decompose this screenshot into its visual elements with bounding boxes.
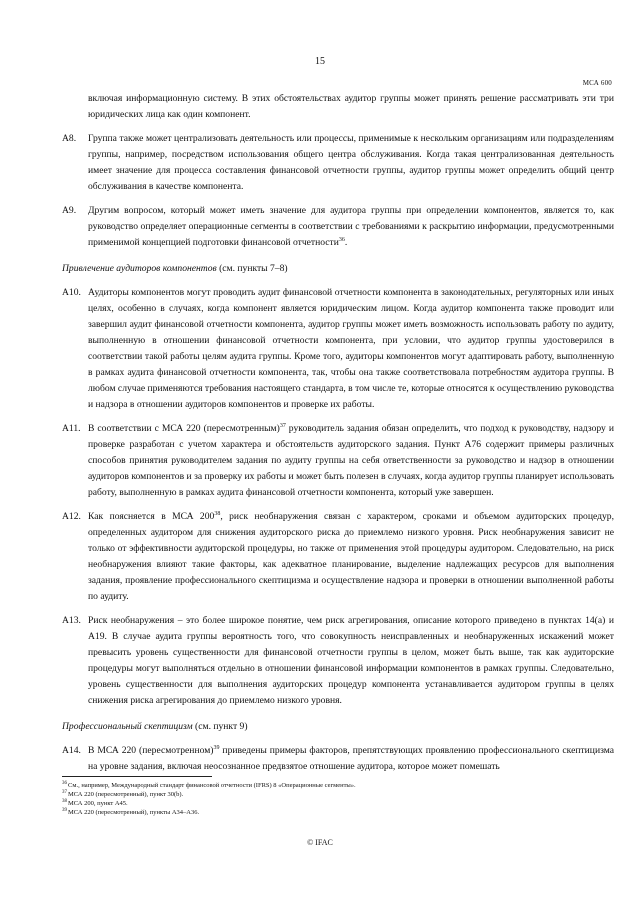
document-body — [62, 91, 614, 783]
footnote-divider — [62, 776, 212, 777]
standard-label: МСА 600 — [582, 79, 612, 87]
paragraph-label: A10. — [62, 287, 81, 298]
paragraph-label: A14. — [62, 745, 81, 756]
footnote: $^{37}$МСА 220 (пересмотренный), пункт 30(b). — [62, 789, 184, 798]
paragraph-text: приведены примеры факторов, препятствующих проявлению профессионального скептицизма на уровне задания, включая неосознанное предвзятое отношение аудитора, которое может помешать — [88, 745, 614, 772]
paragraph-label: A9. — [62, 205, 77, 216]
paragraph-a13 — [62, 613, 614, 709]
paragraph-tail: . — [344, 237, 348, 248]
paragraph-label: A11. — [62, 423, 81, 434]
section-heading-component-auditors — [62, 261, 614, 277]
paragraph-a8 — [62, 131, 614, 195]
paragraph-text: Аудиторы компонентов могут проводить аудит финансовой отчетности компонента в законодательных, регуляторных или иных целях, особенно в случаях, когда компонент является юридическим лицом. Когда аудитор компонента также проводит или завершил аудит финансовой отчетности компонента, аудитор группы может иметь возможность использовать работу по аудиту, выполненную в отношении финансовой отчетности компонента, при условии, что аудитор группы удостоверился в соответствии такой работы целям аудита группы. Кроме того, аудиторы компонентов могут адаптировать работу, выполненную в рамках аудита финансовой отчетности компонента, так, чтобы она также соответствовала потребностям аудитора группы. В любом случае применяются требования настоящего стандарта, в том числе те, которые относятся к осуществлению руководства и надзора в отношении аудиторов компонентов и проверке их работы. — [88, 287, 614, 410]
footnote: $^{36}$См., например, Международный стандарт финансовой отчетности (IFRS) 8 «Операционные сегменты». — [62, 780, 356, 789]
paragraph-text: Группа также может централизовать деятельность или процессы, применимые к нескольким организациям или подразделениям группы, например, посредством использования общего центра обслуживания. Когда такая централизованная деятельность имеет значение для процесса составления финансовой отчетности группы, аудитор группы может определить общий центр обслуживания в качестве компонента. — [88, 133, 614, 192]
footnote-ref: 38 — [214, 510, 221, 517]
paragraph-text-start: В соответствии с МСА 220 (пересмотренным) — [88, 423, 280, 434]
paragraph-text: руководитель задания обязан определить, что подход к руководству, надзору и проверке разработан с учетом характера и обстоятельств аудиторского задания. Пункт A76 содержит примеры различных способов принятия руководителем задания по аудиту группы на себя ответственности за руководство и надзор в отношении аудиторов компонентов и за проверку их работы и может быть полезен в случаях, когда аудитор группы планирует использовать работу, выполненную в рамках аудита финансовой отчетности компонента, который уже завершен. — [88, 423, 614, 498]
continued-paragraph: включая информационную систему. В этих обстоятельствах аудитор группы может принять решение рассматривать эти три юридических лица как один компонент. — [88, 93, 614, 120]
footnotes — [62, 781, 614, 817]
footnote-ref: 39 — [213, 744, 220, 751]
paragraph-a11 — [62, 421, 614, 501]
paragraph-text-start: Как поясняется в МСА 200 — [88, 511, 215, 522]
paragraph-a14 — [62, 743, 614, 775]
footnote-ref: 36 — [338, 236, 345, 243]
paragraph-a9 — [62, 203, 614, 251]
section-heading-professional-skepticism — [62, 719, 614, 735]
footnote: $^{38}$МСА 200, пункт A45. — [62, 798, 128, 807]
heading-ref: (см. пункт 9) — [192, 721, 248, 732]
paragraph-text: Риск необнаружения – это более широкое понятие, чем риск агрегирования, описание которого приведено в пунктах 14(a) и A19. В случае аудита группы вероятность того, что совокупность неисправленных и необнаруженных искажений может превысить уровень существенности для финансовой отчетности группы в целом, может быть выше, так как аудиторские процедуры могут выполняться отдельно в отношении финансовой информации компонентов в рамках группы. Следовательно, уровень существенности для выполнения аудиторских процедур компонента устанавливается аудитором группы в целях снижения риска агрегирования до приемлемо низкого уровня. — [88, 615, 614, 706]
paragraph-label: A13. — [62, 615, 81, 626]
heading-italic: Профессиональный скептицизм — [62, 721, 193, 732]
footnote: $^{39}$МСА 220 (пересмотренный), пункты A34–A36. — [62, 807, 200, 816]
copyright-footer: © IFAC — [307, 838, 333, 847]
paragraph-text: , риск необнаружения связан с характером, сроками и объемом аудиторских процедур, определенных аудитором для снижения аудиторского риска до приемлемо низкого уровня. Риск необнаружения зависит не только от эффективности аудиторской процедуры, но также от применения этой процедуры аудитором. Следовательно, на риск необнаружения влияют такие факторы, как адекватное планирование, выделение надлежащих ресурсов для выполнения задания, проявление профессионального скептицизма и осуществление надзора и проверки в отношении выполненной работы по аудиту. — [88, 511, 614, 602]
heading-ref: (см. пункты 7–8) — [216, 263, 288, 274]
paragraph-label: A8. — [62, 133, 77, 144]
paragraph-label: A12. — [62, 511, 81, 522]
paragraph-a10 — [62, 285, 614, 413]
paragraph-text-start: В МСА 220 (пересмотренном) — [88, 745, 214, 756]
page-number: 15 — [315, 56, 325, 67]
paragraph-a12 — [62, 509, 614, 605]
footnote-ref: 37 — [279, 422, 286, 429]
paragraph-text: Другим вопросом, который может иметь значение для аудитора группы при определении компонентов, является то, как руководство определяет операционные сегменты в соответствии с требованиями к раскрытию информации, предусмотренными применимой концепцией подготовки финансовой отчетности — [88, 205, 614, 248]
heading-italic: Привлечение аудиторов компонентов — [62, 263, 217, 274]
